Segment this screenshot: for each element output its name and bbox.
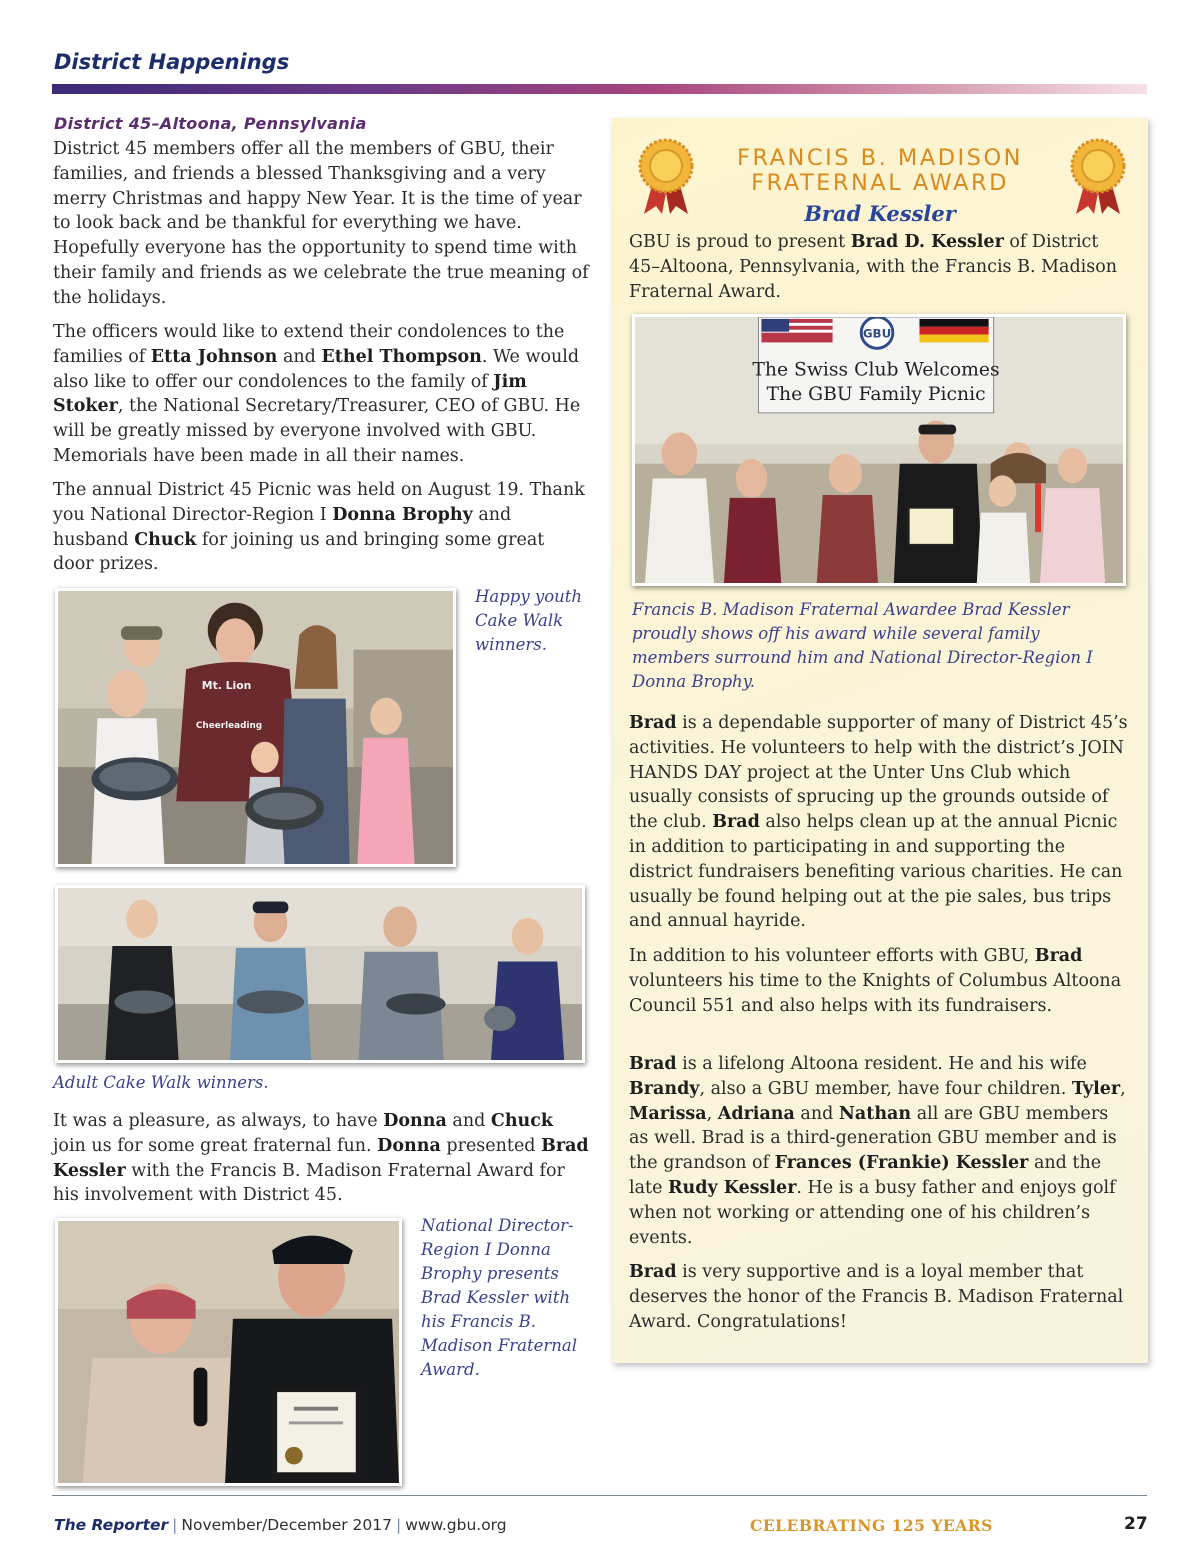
caption-adult: Adult Cake Walk winners. — [53, 1073, 269, 1092]
banner-logo: GBU — [862, 326, 892, 341]
caption-group: Francis B. Madison Fraternal Awardee Brad Kessler proudly shows off his award while several family members surround him and National Director-Region I Donna Brophy. — [632, 600, 1093, 691]
award-title — [700, 146, 1060, 196]
award-presentation-photo — [55, 1218, 402, 1486]
footer-site-link[interactable]: www.gbu.org — [405, 1516, 507, 1534]
award-title-line2: FRATERNAL AWARD — [751, 170, 1009, 196]
footer-celebrating: CELEBRATING 125 YEARS — [750, 1516, 993, 1535]
sidebar-intro: GBU is proud to present Brad D. Kessler of District 45–Altoona, Pennsylvania, with the Francis B. Madison Fraternal Award. — [629, 232, 1118, 302]
award-title-line1: FRANCIS B. MADISON — [737, 145, 1023, 171]
sidebar-paragraph-3: Brad is a lifelong Altoona resident. He and his wife Brandy, also a GBU member, have four children. Tyler, Marissa, Adriana and Nathan all are GBU members as well. Brad is a third-generation GBU member and is the grandson of Frances (Frankie) Kessler and the late Rudy Kessler. He is a busy father and enjoys golf when not working or attending one of his children’s events. — [629, 1054, 1126, 1248]
award-ribbon-icon — [636, 138, 696, 216]
title-rule — [52, 84, 1147, 94]
sidebar-paragraph-1: Brad is a dependable supporter of many of District 45’s activities. He volunteers to help with the district’s JOIN HANDS DAY project at the Unter Uns Club which usually consists of sprucing up the grounds outside of the club. Brad also helps clean up at the annual Picnic in addition to participating in and supporting the district fundraisers benefiting various charities. He can usually be found helping out at the pie sales, bus trips and annual hayride. — [629, 713, 1128, 932]
shirt-text-line1: Mt. Lion — [201, 678, 252, 692]
shirt-text-line2: Cheerleading — [195, 721, 263, 731]
award-ribbon-icon — [1068, 138, 1128, 216]
article-paragraph-2: The officers would like to extend their condolences to the families of Etta Johnson and Ethel Thompson. We would also like to offer our condolences to the family of Jim Stoker, the National Secretary/Treasurer, CEO of GBU. He will be greatly missed by everyone involved with GBU. Memorials have been made in all their names. — [53, 322, 581, 466]
footer-rule — [52, 1495, 1147, 1496]
sidebar-paragraph-2: In addition to his volunteer efforts with GBU, Brad volunteers his time to the Knights of Columbus Altoona Council 551 and also helps with its fundraisers. — [629, 946, 1122, 1016]
caption-youth: Happy youth Cake Walk winners. — [475, 587, 583, 654]
section-title: District Happenings — [54, 50, 290, 74]
awardee-name: Brad Kessler — [804, 201, 956, 226]
footer-issue: November/December 2017 — [181, 1516, 392, 1534]
page-number: 27 — [1124, 1514, 1148, 1534]
adult-cake-walk-photo — [55, 885, 585, 1063]
footer-info: The Reporter | November/December 2017 | www.gbu.org — [54, 1516, 507, 1534]
article-paragraph-4: It was a pleasure, as always, to have Donna and Chuck join us for some great fraternal fun. Donna presented Brad Kessler with the Francis B. Madison Fraternal Award for his involvement with District 45. — [53, 1111, 589, 1206]
caption-presents: National Director-Region I Donna Brophy presents Brad Kessler with his Francis B. Madison Fraternal Award. — [421, 1216, 578, 1379]
article-paragraph-1: District 45 members offer all the members of GBU, their families, and friends a blessed Thanksgiving and a very merry Christmas and happy New Year. It is the time of year to look back and be thankful for everything we have. Hopefully everyone has the opportunity to spend time with their family and friends as we celebrate the true meaning of the holidays. — [53, 139, 589, 308]
footer-brand: The Reporter — [54, 1516, 169, 1534]
youth-cake-walk-photo — [55, 588, 456, 867]
sidebar-paragraph-4: Brad is very supportive and is a loyal member that deserves the honor of the Francis B. Madison Fraternal Award. Congratulations! — [629, 1262, 1124, 1332]
banner-line1: The Swiss Club Welcomes — [752, 359, 1000, 381]
group-award-photo — [632, 314, 1126, 586]
article-subhead: District 45–Altoona, Pennsylvania — [54, 114, 367, 133]
article-paragraph-3: The annual District 45 Picnic was held on August 19. Thank you National Director-Region I Donna Brophy and husband Chuck for joining us and bringing some great door prizes. — [53, 480, 585, 575]
banner-line2: The GBU Family Picnic — [766, 384, 986, 406]
